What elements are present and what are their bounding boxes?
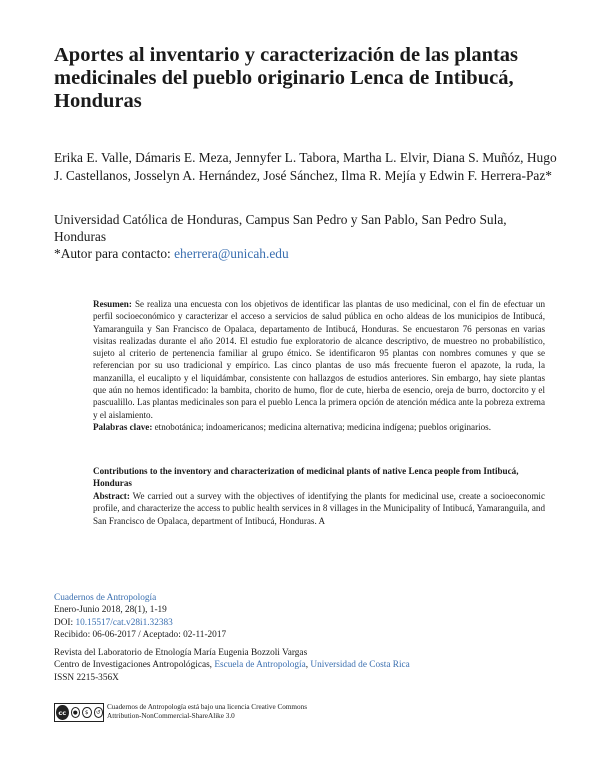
abstract-block bbox=[93, 490, 545, 527]
article-title: Aportes al inventario y caracterización de las plantas medicinales del pueblo originario Lenca de Intibucá, Honduras bbox=[54, 44, 519, 112]
abstract-label: Abstract: bbox=[93, 491, 130, 501]
resumen-block bbox=[93, 298, 545, 433]
cc-logo-icon: cc bbox=[56, 705, 69, 720]
doi-link[interactable]: 10.15517/cat.v28i1.32383 bbox=[75, 617, 173, 628]
license-line-2: Attribution-NonCommercial-ShareAlike 3.0 bbox=[107, 712, 235, 720]
journal-info bbox=[54, 592, 454, 684]
abstract-text: We carried out a survey with the objectives of identifying the plants for medicinal use, create a socioeconomic profile, and characterize the access to public health services in 8 villages in the Municipality of Intibucá, Yamaranguila, and San Francisco de Opalaca, department of Intibucá, Honduras. A bbox=[93, 491, 545, 526]
keywords-label: Palabras clave: bbox=[93, 421, 153, 432]
doi-label: DOI: bbox=[54, 617, 74, 628]
sa-icon: ↺ bbox=[94, 707, 104, 718]
doi-line bbox=[54, 617, 454, 629]
by-icon: ● bbox=[71, 707, 81, 718]
nc-icon: $ bbox=[82, 707, 92, 718]
centro-text: Centro de Investigaciones Antropológicas, bbox=[54, 660, 213, 671]
english-title: Contributions to the inventory and characterization of medicinal plants of native Lenca people from Intibucá, Honduras bbox=[93, 466, 519, 489]
license-text bbox=[107, 703, 407, 721]
universidad-link[interactable]: Universidad de Costa Rica bbox=[310, 660, 410, 671]
author-list: Erika E. Valle, Dámaris E. Meza, Jennyfer L. Tabora, Martha L. Elvir, Diana S. Muñóz, Hugo J. Castellanos, Josselyn A. Hernández, José Sánchez, Ilma R. Mejía y Edwin F. Herrera-Paz* bbox=[54, 150, 557, 183]
escuela-link[interactable]: Escuela de Antropología bbox=[214, 660, 306, 671]
centro-comma: , bbox=[305, 660, 309, 671]
cc-license-badge[interactable] bbox=[54, 703, 104, 722]
centro-line bbox=[54, 659, 454, 671]
license-line-1: Cuadernos de Antropología está bajo una licencia Creative Commons bbox=[107, 703, 307, 711]
contact-label: *Autor para contacto: bbox=[54, 245, 171, 261]
affiliation-block bbox=[54, 212, 559, 262]
journal-name-link[interactable]: Cuadernos de Antropología bbox=[54, 593, 157, 603]
journal-revista: Revista del Laboratorio de Etnología María Eugenia Bozzoli Vargas bbox=[54, 648, 308, 659]
contact-email-link[interactable]: eherrera@unicah.edu bbox=[174, 245, 289, 261]
affiliation: Universidad Católica de Honduras, Campus San Pedro y San Pablo, San Pedro Sula, Honduras bbox=[54, 212, 507, 244]
keywords-text: etnobotánica; indoamericanos; medicina alternativa; medicina indígena; pueblos originarios. bbox=[154, 421, 491, 432]
resumen-label: Resumen: bbox=[93, 299, 132, 309]
contact-line bbox=[54, 246, 559, 263]
received-accepted-dates: Recibido: 06-06-2017 / Aceptado: 02-11-2017 bbox=[54, 629, 227, 640]
journal-issue: Enero-Junio 2018, 28(1), 1-19 bbox=[54, 605, 167, 616]
resumen-text: Se realiza una encuesta con los objetivos de identificar las plantas de uso medicinal, con el fin de efectuar un perfil socioeconómico y caracterizar el acceso a servicios de salud pública en ocho aldeas de los municipios de Intibucá, Yamaranguila y San Francisco de Opalaca, departamento de Intibucá, Honduras. Se encuestaron 76 personas en varias visitas realizadas durante el año 2014. El estudio fue exploratorio de alcance descriptivo, de muestreo no probabilístico, sujeto al criterio de pertenencia familiar al grupo étnico. Se identificaron 95 plantas con nombres comunes y que se referencian por su uso tradicional y empírico. Las cinco plantas de uso más frecuente fueron el apazote, la ruda, la manzanilla, el eucalipto y el liquidámbar, consistente con hallazgos de estudios anteriores. Sin embargo, hay siete plantas que aún no hemos identificado: la bambita, chorito de humo, flor de cute, hierba de esencio, oreja de burro, doctorcito y el pascualillo. Las plantas medicinales son para el pueblo Lenca la primera opción de atención médica ante la pobreza extrema y el aislamiento. bbox=[93, 299, 546, 420]
issn: ISSN 2215-356X bbox=[54, 672, 119, 683]
